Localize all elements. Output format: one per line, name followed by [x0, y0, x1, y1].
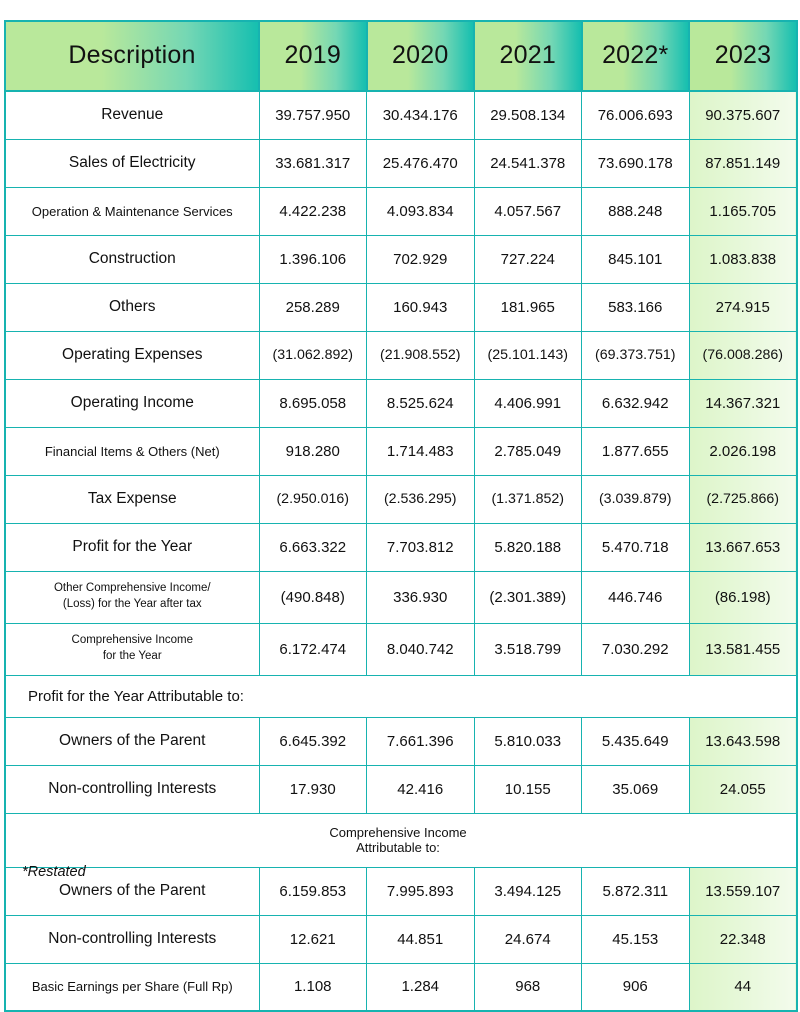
cell-2022: 446.746: [582, 571, 690, 623]
row-label: Non-controlling Interests: [5, 765, 259, 813]
cell-2020: 42.416: [367, 765, 475, 813]
cell-2020: 7.995.893: [367, 867, 475, 915]
row-label: Others: [5, 283, 259, 331]
cell-2023: 14.367.321: [689, 379, 797, 427]
cell-2021: 3.494.125: [474, 867, 582, 915]
column-header-label: 2022*: [602, 41, 669, 70]
cell-2023: 13.581.455: [689, 623, 797, 675]
table-row: [5, 91, 797, 139]
table-row: [5, 331, 797, 379]
cell-2022: 35.069: [582, 765, 690, 813]
cell-2023: 2.026.198: [689, 427, 797, 475]
cell-2021: 24.674: [474, 915, 582, 963]
cell-2021: 5.820.188: [474, 523, 582, 571]
cell-2020: 4.093.834: [367, 187, 475, 235]
column-header-2023: [689, 21, 797, 91]
row-label: Sales of Electricity: [5, 139, 259, 187]
column-header-description: [5, 21, 259, 91]
cell-2019: 4.422.238: [259, 187, 367, 235]
cell-2021: 727.224: [474, 235, 582, 283]
cell-2020: (21.908.552): [367, 331, 475, 379]
cell-2020: 160.943: [367, 283, 475, 331]
cell-2020: 8.040.742: [367, 623, 475, 675]
cell-2022: 5.872.311: [582, 867, 690, 915]
cell-2019: 918.280: [259, 427, 367, 475]
cell-2022: 1.877.655: [582, 427, 690, 475]
row-label: Owners of the Parent: [5, 717, 259, 765]
table-row: [5, 379, 797, 427]
cell-2023: 1.083.838: [689, 235, 797, 283]
cell-2020: 7.703.812: [367, 523, 475, 571]
column-header-2022: [582, 21, 690, 91]
table-row: [5, 717, 797, 765]
row-label: [5, 571, 259, 623]
cell-2020: 30.434.176: [367, 91, 475, 139]
cell-2022: 45.153: [582, 915, 690, 963]
cell-2019: 6.172.474: [259, 623, 367, 675]
table-row: [5, 867, 797, 915]
cell-2023: 44: [689, 963, 797, 1011]
cell-2021: 29.508.134: [474, 91, 582, 139]
cell-2020: 44.851: [367, 915, 475, 963]
cell-2019: 1.396.106: [259, 235, 367, 283]
table-row: [5, 235, 797, 283]
cell-2019: 39.757.950: [259, 91, 367, 139]
cell-2023: 90.375.607: [689, 91, 797, 139]
cell-2020: 25.476.470: [367, 139, 475, 187]
row-label: [5, 623, 259, 675]
cell-2022: (69.373.751): [582, 331, 690, 379]
cell-2023: 24.055: [689, 765, 797, 813]
row-label: Financial Items & Others (Net): [5, 427, 259, 475]
row-label: Revenue: [5, 91, 259, 139]
row-label: Non-controlling Interests: [5, 915, 259, 963]
cell-2023: 13.643.598: [689, 717, 797, 765]
table-row: [5, 427, 797, 475]
cell-2023: 274.915: [689, 283, 797, 331]
row-label: Owners of the Parent: [5, 867, 259, 915]
cell-2023: (2.725.866): [689, 475, 797, 523]
cell-2022: 6.632.942: [582, 379, 690, 427]
table-body: [5, 91, 797, 1011]
row-label: Basic Earnings per Share (Full Rp): [5, 963, 259, 1011]
cell-2023: 1.165.705: [689, 187, 797, 235]
cell-2019: 8.695.058: [259, 379, 367, 427]
cell-2019: 258.289: [259, 283, 367, 331]
section-row: [5, 675, 797, 717]
cell-2021: 2.785.049: [474, 427, 582, 475]
cell-2021: 10.155: [474, 765, 582, 813]
cell-2022: 73.690.178: [582, 139, 690, 187]
cell-2021: 4.406.991: [474, 379, 582, 427]
table-row: [5, 139, 797, 187]
cell-2023: 22.348: [689, 915, 797, 963]
cell-2023: 87.851.149: [689, 139, 797, 187]
cell-2023: 13.667.653: [689, 523, 797, 571]
cell-2020: 8.525.624: [367, 379, 475, 427]
row-label: Operating Income: [5, 379, 259, 427]
cell-2022: 906: [582, 963, 690, 1011]
row-label: Operation & Maintenance Services: [5, 187, 259, 235]
column-header-2021: [474, 21, 582, 91]
row-label: Construction: [5, 235, 259, 283]
column-header-label: Description: [68, 41, 196, 70]
cell-2020: 7.661.396: [367, 717, 475, 765]
row-label-line2: (Loss) for the Year after tax: [62, 598, 202, 610]
column-header-2020: [367, 21, 475, 91]
cell-2019: (2.950.016): [259, 475, 367, 523]
cell-2019: (31.062.892): [259, 331, 367, 379]
cell-2019: 12.621: [259, 915, 367, 963]
header-row: [5, 21, 797, 91]
column-header-label: 2019: [284, 41, 341, 70]
cell-2022: (3.039.879): [582, 475, 690, 523]
cell-2023: (86.198): [689, 571, 797, 623]
cell-2019: 6.159.853: [259, 867, 367, 915]
cell-2022: 5.435.649: [582, 717, 690, 765]
table-row: [5, 963, 797, 1011]
cell-2021: (1.371.852): [474, 475, 582, 523]
table-row: [5, 283, 797, 331]
cell-2021: (2.301.389): [474, 571, 582, 623]
cell-2021: 3.518.799: [474, 623, 582, 675]
row-label-line2: for the Year: [102, 650, 162, 662]
row-label: Operating Expenses: [5, 331, 259, 379]
cell-2020: 1.714.483: [367, 427, 475, 475]
section-row: [5, 813, 797, 867]
cell-2022: 7.030.292: [582, 623, 690, 675]
footnote-restated: *Restated: [22, 864, 86, 880]
cell-2023: (76.008.286): [689, 331, 797, 379]
cell-2019: 33.681.317: [259, 139, 367, 187]
cell-2023: 13.559.107: [689, 867, 797, 915]
table-row: [5, 571, 797, 623]
cell-2021: 4.057.567: [474, 187, 582, 235]
cell-2019: 6.645.392: [259, 717, 367, 765]
cell-2022: 5.470.718: [582, 523, 690, 571]
column-header-2019: [259, 21, 367, 91]
table-row: [5, 915, 797, 963]
cell-2020: 336.930: [367, 571, 475, 623]
row-label-line1: Other Comprehensive Income/: [53, 582, 211, 595]
cell-2021: 24.541.378: [474, 139, 582, 187]
section-label-line1: Comprehensive Income: [329, 825, 467, 840]
cell-2021: 968: [474, 963, 582, 1011]
cell-2021: (25.101.143): [474, 331, 582, 379]
column-header-label: 2023: [714, 41, 772, 70]
row-label: Profit for the Year: [5, 523, 259, 571]
section-label: Profit for the Year Attributable to:: [5, 675, 797, 717]
table-row: [5, 765, 797, 813]
cell-2022: 583.166: [582, 283, 690, 331]
cell-2019: (490.848): [259, 571, 367, 623]
row-label: Tax Expense: [5, 475, 259, 523]
column-header-label: 2021: [499, 41, 556, 70]
table-row: [5, 475, 797, 523]
section-label: [5, 813, 797, 867]
column-header-label: 2020: [392, 41, 449, 70]
cell-2021: 181.965: [474, 283, 582, 331]
cell-2022: 76.006.693: [582, 91, 690, 139]
table-row: [5, 623, 797, 675]
row-label-line1: Comprehensive Income: [71, 634, 193, 647]
cell-2022: 845.101: [582, 235, 690, 283]
table-header: [5, 21, 797, 91]
cell-2020: 702.929: [367, 235, 475, 283]
cell-2019: 1.108: [259, 963, 367, 1011]
cell-2021: 5.810.033: [474, 717, 582, 765]
section-label-line2: Attributable to:: [356, 840, 440, 855]
cell-2020: (2.536.295): [367, 475, 475, 523]
cell-2022: 888.248: [582, 187, 690, 235]
table-row: [5, 187, 797, 235]
cell-2020: 1.284: [367, 963, 475, 1011]
table-row: [5, 523, 797, 571]
financial-summary-table: [4, 20, 798, 1012]
cell-2019: 6.663.322: [259, 523, 367, 571]
cell-2019: 17.930: [259, 765, 367, 813]
